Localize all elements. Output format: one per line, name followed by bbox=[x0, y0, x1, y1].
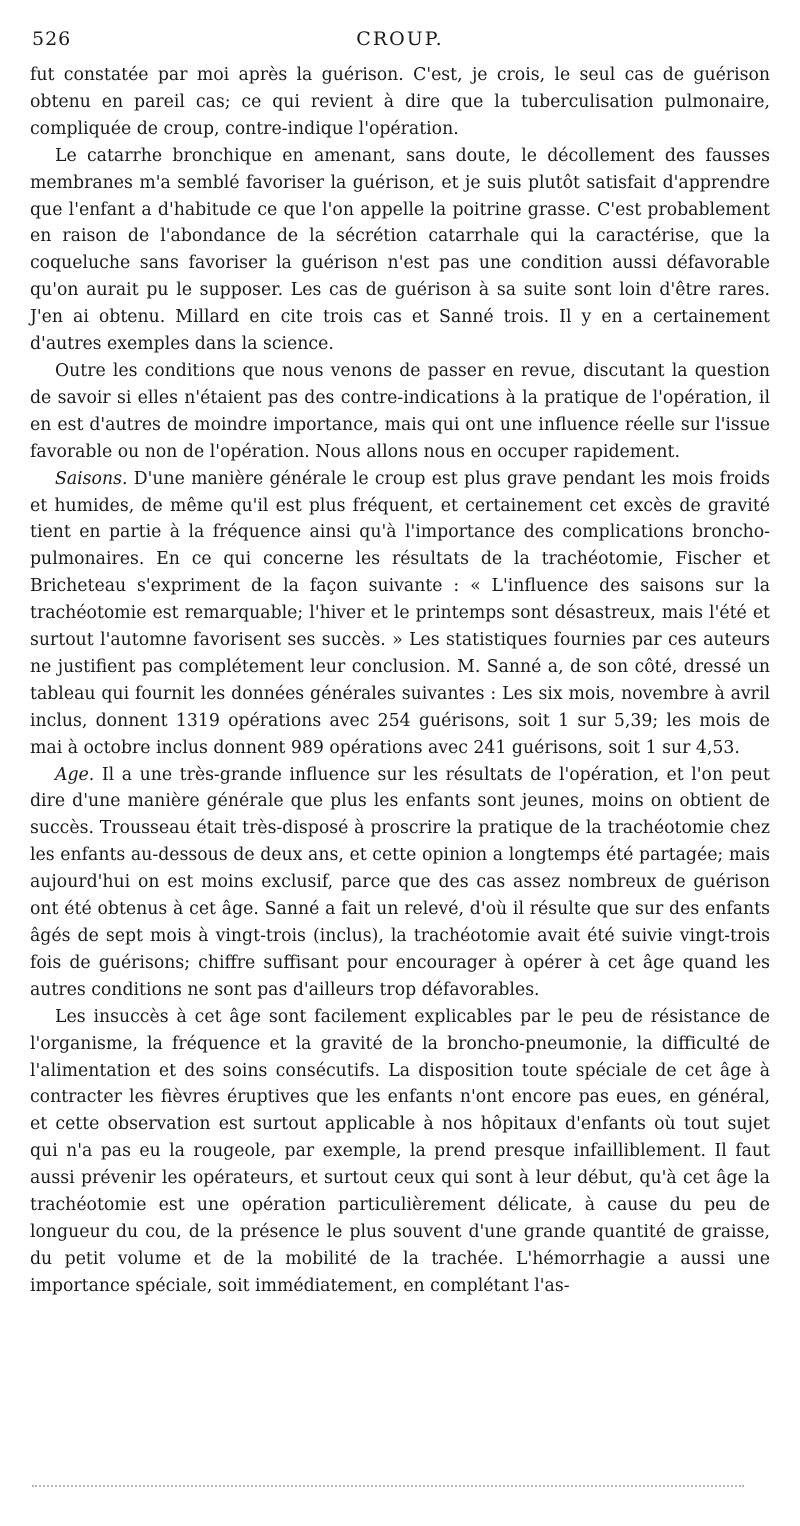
paragraph-text: Le catarrhe bronchique en amenant, sans doute, le décollement des fausses membranes m'a semblé favoriser la guérison, et je suis plutôt satisfait d'apprendre que l'enfant a d'habitude ce que l'on appelle la poitrine grasse. C'est probablement en raison de l'abondance de la sécrétion catarrhale qui la caractérise, que la coqueluche sans favoriser la guérison n'est pas une condition aussi défavorable qu'on aurait pu le supposer. Les cas de guérison à sa suite sont loin d'être rares. J'en ai obtenu. Millard en cite trois cas et Sanné trois. Il y en a certainement d'autres exemples dans la science. bbox=[30, 145, 770, 355]
body-text bbox=[30, 62, 770, 1300]
paragraph-insucces bbox=[30, 1004, 770, 1300]
paragraph-text: fut constatée par moi après la guérison. C'est, je crois, le seul cas de guérison obtenu en pareil cas; ce qui revient à dire que la tuberculisation pulmonaire, compliquée de croup, contre-indique l'opération. bbox=[30, 65, 770, 139]
paragraph-catarrhe bbox=[30, 143, 770, 358]
paragraph-continuation bbox=[30, 62, 770, 143]
section-lead-saisons: Saisons. bbox=[55, 468, 128, 489]
page-header bbox=[30, 28, 770, 58]
page-number: 526 bbox=[32, 28, 72, 50]
paragraph-age bbox=[30, 762, 770, 1004]
paragraph-saisons bbox=[30, 466, 770, 762]
book-page bbox=[30, 28, 770, 1300]
footer-rule bbox=[32, 1485, 744, 1487]
section-lead-age: Age. bbox=[55, 764, 95, 785]
running-title: CROUP. bbox=[356, 28, 444, 50]
paragraph-text: Outre les conditions que nous venons de passer en revue, discutant la question de savoir si elles n'étaient pas des contre-indications à la pratique de l'opération, il en est d'autres de moindre importance, mais qui ont une influence réelle sur l'issue favorable ou non de l'opération. Nous allons nous en occuper rapidement. bbox=[30, 360, 770, 462]
paragraph-text: Les insuccès à cet âge sont facilement explicables par le peu de résistance de l'organisme, la fréquence et la gravité de la broncho-pneumonie, la difficulté de l'alimentation et des soins consécutifs. La disposition toute spéciale de cet âge à contracter les fièvres éruptives que les enfants n'ont encore pas eues, en général, et cette observation est surtout applicable à nos hôpitaux d'enfants où tout sujet qui n'a pas eu la rougeole, par exemple, la prend presque infailliblement. Il faut aussi prévenir les opérateurs, et surtout ceux qui sont à leur début, qu'à cet âge la trachéotomie est une opération particulièrement délicate, à cause du peu de longueur du cou, de la présence le plus souvent d'une grande quantité de graisse, du petit volume et de la mobilité de la trachée. L'hémorrhagie a aussi une importance spéciale, soit immédiatement, en complétant l'as- bbox=[30, 1006, 770, 1296]
paragraph-text: D'une manière générale le croup est plus grave pendant les mois froids et humides, de même qu'il est plus fréquent, et certainement cet excès de gravité tient en partie à la fréquence ainsi qu'à l'importance des complications broncho-pulmonaires. En ce qui concerne les résultats de la trachéotomie, Fischer et Bricheteau s'expriment de la façon suivante : « L'influence des saisons sur la trachéotomie est remarquable; l'hiver et le printemps sont désastreux, mais l'été et surtout l'automne favorisent ses succès. » Les statistiques fournies par ces auteurs ne justifient pas complétement leur conclusion. M. Sanné a, de son côté, dressé un tableau qui fournit les données générales suivantes : Les six mois, novembre à avril inclus, donnent 1319 opérations avec 254 guérisons, soit 1 sur 5,39; les mois de mai à octobre inclus donnent 989 opérations avec 241 guérisons, soit 1 sur 4,53. bbox=[30, 468, 770, 758]
paragraph-outre bbox=[30, 358, 770, 466]
paragraph-text: Il a une très-grande influence sur les résultats de l'opération, et l'on peut dire d'une manière générale que plus les enfants sont jeunes, moins on obtient de succès. Trousseau était très-disposé à proscrire la pratique de la trachéotomie chez les enfants au-dessous de deux ans, et cette opinion a longtemps été partagée; mais aujourd'hui on est moins exclusif, parce que des cas assez nombreux de guérison ont été obtenus à cet âge. Sanné a fait un relevé, d'où il résulte que sur des enfants âgés de sept mois à vingt-trois (inclus), la trachéotomie avait été suivie vingt-trois fois de guérisons; chiffre suffisant pour encourager à opérer à cet âge quand les autres conditions ne sont pas d'ailleurs trop défavorables. bbox=[30, 764, 770, 1000]
